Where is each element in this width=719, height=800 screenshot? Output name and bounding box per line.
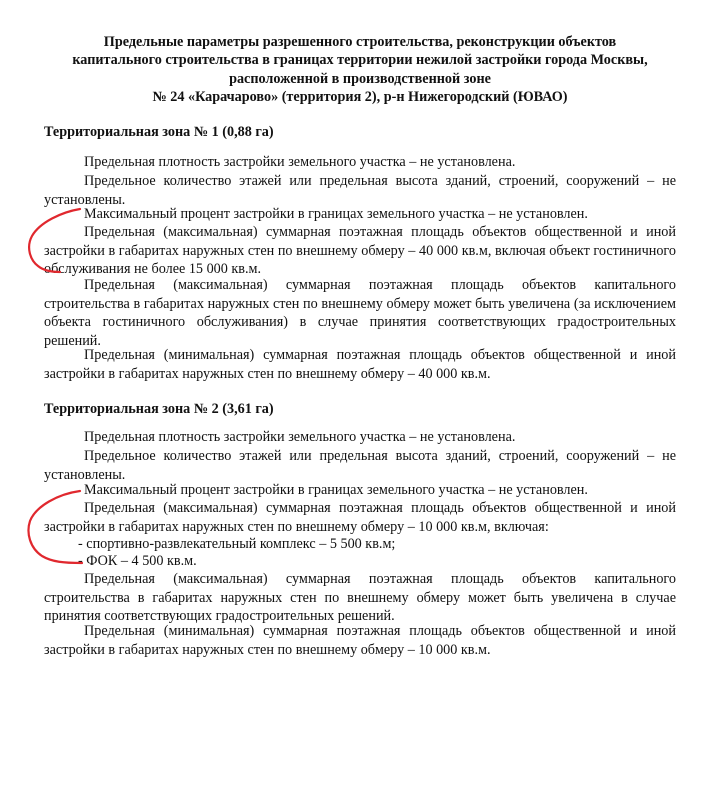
zone2-paragraph-increase: Предельная (максимальная) суммарная поэтажная площадь объектов капитального строительства в габаритах наружных стен по внешнему обмеру может быть увеличена в случае принятия соответствующих градостроительных решений. [44, 571, 676, 625]
zone1-paragraph-increase: Предельная (максимальная) суммарная поэтажная площадь объектов капитального строительства в габаритах наружных стен по внешнему обмеру может быть увеличена (за исключением объекта гостиничного обслуживания) в случае принятия соответствующих градостроительных решений. [44, 277, 676, 350]
zone2-paragraph-max-area: Предельная (максимальная) суммарная поэтажная площадь объектов общественной и иной застройки в габаритах наружных стен по внешнему обмеру – 10 000 кв.м, включая: [44, 500, 676, 535]
zone2-paragraph-min-area: Предельная (минимальная) суммарная поэтажная площадь объектов общественной и иной застройки в габаритах наружных стен по внешнему обмеру – 10 000 кв.м. [44, 623, 676, 658]
zone1-paragraph-percent: Максимальный процент застройки в границах земельного участка – не установлен. [84, 206, 588, 222]
zone2-paragraph-floors: Предельное количество этажей или предельная высота зданий, строений, сооружений – не установлены. [44, 448, 676, 483]
zone1-paragraph-max-area: Предельная (максимальная) суммарная поэтажная площадь объектов общественной и иной застройки в габаритах наружных стен по внешнему обмеру – 40 000 кв.м, включая объект гостиничного обслуживания не более 15 000 кв.м. [44, 224, 676, 278]
title-line-4: № 24 «Карачарово» (территория 2), р-н Нижегородский (ЮВАО) [152, 89, 568, 106]
zone1-paragraph-min-area: Предельная (минимальная) суммарная поэтажная площадь объектов общественной и иной застройки в габаритах наружных стен по внешнему обмеру – 40 000 кв.м. [44, 347, 676, 382]
document-title [40, 33, 680, 107]
zone1-heading: Территориальная зона № 1 (0,88 га) [44, 124, 274, 140]
title-line-3: расположенной в производственной зоне [229, 70, 491, 87]
title-line-1: Предельные параметры разрешенного строительства, реконструкции объектов [103, 34, 617, 50]
zone1-paragraph-density: Предельная плотность застройки земельного участка – не установлена. [84, 154, 516, 170]
zone2-list-item-fok: - ФОК – 4 500 кв.м. [78, 553, 197, 569]
zone2-heading: Территориальная зона № 2 (3,61 га) [44, 401, 274, 417]
zone2-paragraph-density: Предельная плотность застройки земельного участка – не установлена. [84, 429, 516, 445]
zone2-paragraph-percent: Максимальный процент застройки в границах земельного участка – не установлен. [84, 482, 588, 498]
title-line-2: капитального строительства в границах территории нежилой застройки города Москвы, [72, 52, 648, 69]
zone2-list-item-sports-complex: - спортивно-развлекательный комплекс – 5 500 кв.м; [78, 536, 396, 552]
zone1-paragraph-floors: Предельное количество этажей или предельная высота зданий, строений, сооружений – не установлены. [44, 173, 676, 208]
